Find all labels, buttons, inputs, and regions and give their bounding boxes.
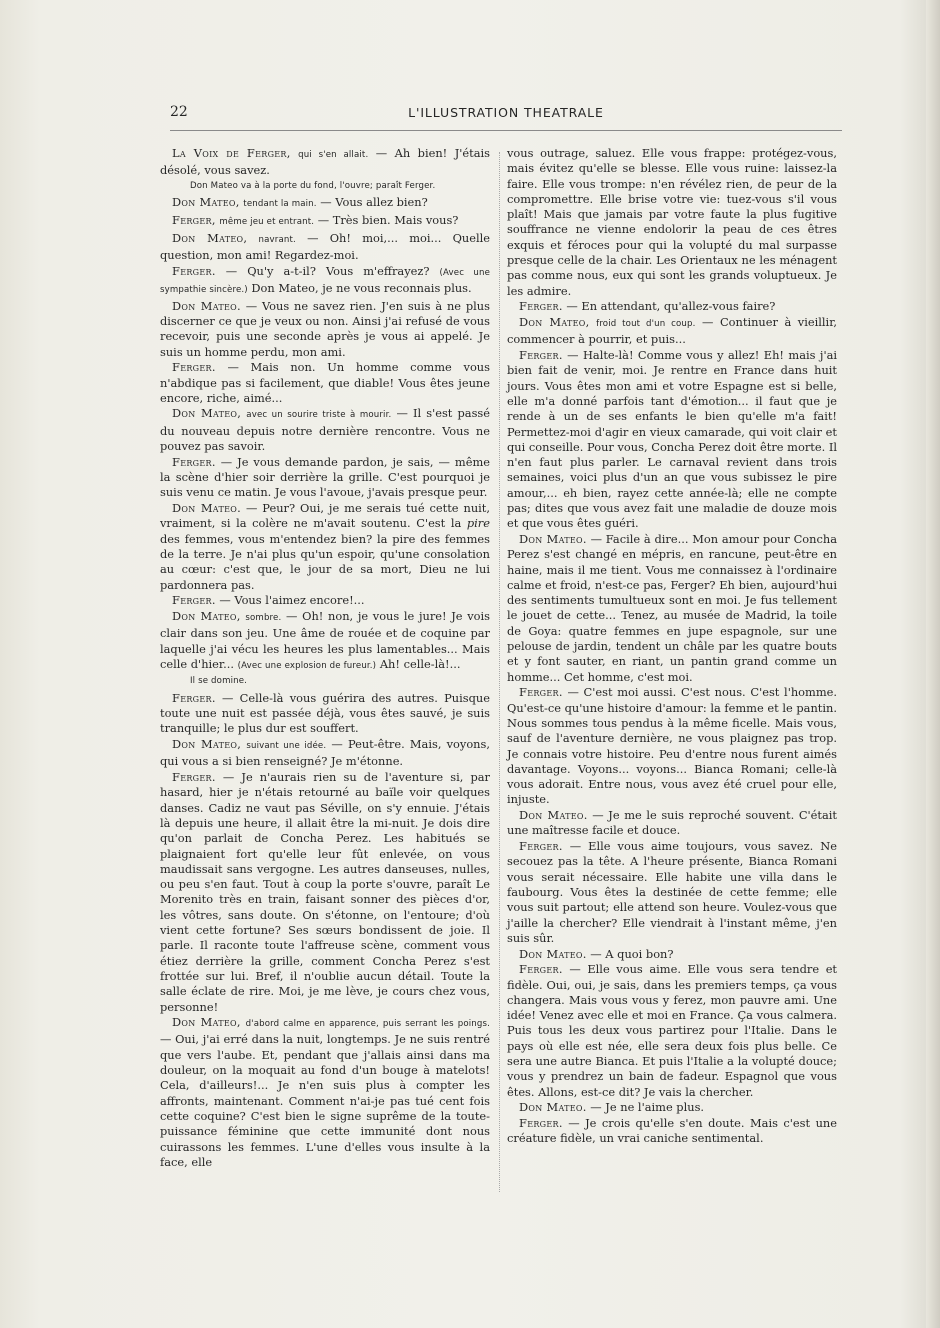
page-number: 22 bbox=[170, 104, 188, 120]
dialogue-text: — Peut-être. Mais, voyons, qui vous a si bien renseigné? Je m'étonne. bbox=[160, 737, 490, 769]
stage-direction-inline: qui s'en allait. bbox=[298, 150, 369, 160]
left-column bbox=[160, 146, 490, 1171]
speaker-name: Don Mateo, bbox=[172, 737, 242, 752]
stage-direction-inline: même jeu et entrant. bbox=[219, 216, 315, 227]
speaker-name: Don Mateo. bbox=[519, 1100, 587, 1115]
stage-direction-inline: suivant une idée. bbox=[246, 741, 327, 752]
dialogue-text: Ah! celle-là!... bbox=[379, 656, 461, 671]
speaker-name: Ferger, bbox=[172, 212, 216, 227]
dialogue-paragraph bbox=[160, 231, 490, 264]
speaker-name: Ferger. bbox=[519, 962, 563, 977]
dialogue-text: — Halte-là! Comme vous y allez! Eh! mais j'ai bien fait de venir, moi. Je rentre en France dans huit jours. Vous êtes mon ami et votre Espagne est si belle, elle m'a donné parfois tant d'émotion... il faut que je rende à un de ses enfants le bien qu'elle m'a fait! Permettez-moi d'agir en vieux camarade, qui voit clair et qui conseille. Pour vous, Concha Perez doit être morte. Il n'en faut plus parler. Le carnaval revient dans trois semaines, voici plus d'un an que vous subissez le pire amour,... eh bien, rayez cette année-là; elle ne compte pas; dites que vous avez fait une maladie de douze mois et que vous êtes guéri. bbox=[507, 348, 838, 531]
dialogue-paragraph bbox=[160, 406, 490, 454]
dialogue-text: des femmes, vous m'entendez bien? la pire des femmes de la terre. Je n'ai plus qu'un espoir, qu'une consolation au cœur: c'est que, le jour de sa mort, Dieu ne lui pardonnera pas. bbox=[160, 531, 490, 592]
stage-direction-inline: sombre. bbox=[245, 612, 282, 623]
stage-direction-inline: froid tout d'un coup. bbox=[596, 319, 696, 330]
dialogue-paragraph bbox=[160, 737, 490, 770]
emphasized-word: pire bbox=[466, 516, 490, 531]
right-column bbox=[507, 146, 837, 1147]
dialogue-text: — Vous allez bien? bbox=[320, 195, 428, 210]
dialogue-text: — Il s'est passé du nouveau depuis notre dernière rencontre. Vous ne pouvez pas savoir. bbox=[160, 406, 491, 454]
speaker-name: Don Mateo. bbox=[519, 531, 587, 546]
speaker-name: Don Mateo, bbox=[172, 608, 241, 623]
stage-direction-inline: d'abord calme en apparence, puis serrant les poings. bbox=[245, 1019, 491, 1030]
dialogue-paragraph bbox=[160, 213, 490, 230]
speaker-name: La Voix de Ferger, bbox=[172, 146, 291, 160]
stage-direction-inline: (Avec une explosion de fureur.) bbox=[237, 660, 377, 671]
speaker-name: Ferger. bbox=[519, 685, 563, 700]
dialogue-text: — Je n'aurais rien su de l'aventure si, par hasard, hier je n'étais retourné au baïle voir quelques danses. Cadiz ne vaut pas Séville, on s'y ennuie. J'étais là depuis une heure, il allait être la mi-nuit. Je dois dire qu'on parlait de Concha Perez. Les habitués se plaignaient fort qu'elle leur fût enlevée, on vous maudissait sans vergogne. Les autres danseuses, nulles, ou peu s'en faut. Tout à coup la porte s'ouvre, paraît Le Morenito très en train, faisant sonner des pièces d'or, les vôtres, sans doute. On s'étonne, on l'entoure; d'où vient cette fortune? Ses sœurs bondissent de joie. Il parle. Il raconte toute l'affreuse scène, comment vous étiez derrière la grille, comment Concha Perez s'est frottée sur lui. Bref, il n'oublie aucun détail. Toute la salle éclate de rire. Moi, je me lève, je cours chez vous, personne! bbox=[160, 770, 490, 1014]
dialogue-paragraph bbox=[507, 685, 837, 807]
dialogue-text: — Qu'y a-t-il? Vous m'effrayez? bbox=[225, 263, 430, 278]
speaker-name: Ferger. bbox=[519, 839, 563, 854]
dialogue-paragraph bbox=[507, 315, 837, 348]
speaker-name: Don Mateo, bbox=[172, 406, 242, 421]
speaker-name: Ferger. bbox=[172, 770, 216, 785]
header-rule bbox=[170, 130, 842, 131]
dialogue-paragraph bbox=[507, 348, 837, 532]
dialogue-paragraph bbox=[160, 299, 490, 360]
speaker-name: Ferger. bbox=[519, 348, 563, 363]
speaker-name: Don Mateo, bbox=[172, 1015, 241, 1030]
column-divider bbox=[499, 152, 500, 1192]
dialogue-paragraph bbox=[507, 962, 837, 1100]
dialogue-text: — Peur? Oui, je me serais tué cette nuit, vraiment, si la colère ne m'avait soutenu. C'est la bbox=[160, 501, 491, 531]
speaker-name: Ferger. bbox=[172, 360, 216, 375]
dialogue-paragraph bbox=[507, 1116, 837, 1147]
dialogue-paragraph bbox=[507, 532, 837, 685]
dialogue-paragraph bbox=[160, 609, 490, 674]
dialogue-text: — Elle vous aime. Elle vous sera tendre et fidèle. Oui, oui, je sais, dans les premiers temps, ça vous changera. Mais vous vous y ferez, mon pauvre ami. Une idée! Venez avec elle et moi en France. Ça vous calmera. Puis tous les deux vous partirez pour l'Italie. Dans le pays où elle est née, elle sera deux fois plus belle. Ce sera une autre Bianca. Et puis l'Italie a la volupté douce; vous y prendrez un bain de fadeur. Espagnol que vous êtes. Allons, est-ce dit? Je vais la chercher. bbox=[507, 962, 838, 1099]
running-title: L'ILLUSTRATION THEATRALE bbox=[408, 105, 604, 120]
dialogue-text: — Oh! moi,... moi... Quelle question, mon ami! Regardez-moi. bbox=[160, 230, 491, 262]
stage-direction: Don Mateo va à la porte du fond, l'ouvre; paraît Ferger. bbox=[190, 180, 436, 191]
dialogue-paragraph bbox=[160, 691, 490, 737]
dialogue-paragraph bbox=[507, 299, 837, 314]
stage-direction-inline: avec un sourire triste à mourir. bbox=[246, 410, 392, 421]
dialogue-paragraph bbox=[160, 264, 490, 299]
dialogue-text: — Ah bien! J'étais désolé, vous savez. bbox=[160, 146, 491, 178]
dialogue-paragraph bbox=[160, 195, 490, 212]
stage-direction-inline: (Avec une sympathie sincère.) bbox=[160, 267, 491, 295]
speaker-name: Don Mateo. bbox=[172, 501, 242, 516]
dialogue-text: Don Mateo, je ne vous reconnais plus. bbox=[251, 280, 472, 295]
speaker-name: Don Mateo, bbox=[519, 315, 590, 330]
dialogue-text: — Elle vous aime toujours, vous savez. Ne secouez pas la tête. A l'heure présente, Bianca Romani vous serait nécessaire. Elle habite une villa dans le faubourg. Vous êtes la destinée de cette femme; elle vous suit partout; elle attend son heure. Voulez-vous que j'aille la chercher? Elle viendrait à l'instant même, j'en suis sûr. bbox=[507, 839, 837, 945]
dialogue-paragraph bbox=[507, 808, 837, 839]
dialogue-text: — Vous l'aimez encore!... bbox=[219, 593, 365, 608]
dialogue-text: — Très bien. Mais vous? bbox=[317, 212, 459, 227]
dialogue-text: — Je ne l'aime plus. bbox=[590, 1100, 705, 1115]
dialogue-paragraph bbox=[160, 360, 490, 406]
dialogue-paragraph bbox=[507, 839, 837, 946]
dialogue-text: — Mais non. Un homme comme vous n'abdique pas si facilement, que diable! Vous êtes jeune encore, riche, aimé... bbox=[160, 360, 490, 405]
dialogue-text: — Je me le suis reproché souvent. C'était une maîtresse facile et douce. bbox=[507, 808, 837, 838]
speaker-name: Don Mateo. bbox=[172, 298, 241, 313]
dialogue-text: — En attendant, qu'allez-vous faire? bbox=[566, 299, 776, 314]
dialogue-paragraph bbox=[160, 1015, 490, 1170]
dialogue-text: — Oh! non, je vous le jure! Je vois clair dans son jeu. Une âme de rouée et de coquine par laquelle j'ai vécu les heures les plus lamentables... Mais celle d'hier... bbox=[160, 608, 490, 671]
dialogue-paragraph: vous outrage, saluez. Elle vous frappe: protégez-vous, mais évitez qu'elle se blesse. Elle vous ruine: laissez-la faire. Elle vous trompe: n'en révélez rien, de peur de la compromettre. Elle brise votre vie: tuez-vous s'il vous plaît! Mais que jamais par votre faute la plus fugitive souffrance ne vienne endolorir la peau de ces êtres exquis et féroces pour qui la volupté du mal surpasse presque celle de la chair. Les Orientaux ne les ménagent pas comme nous, eux qui sont les grands voluptueux. Je les admire. bbox=[507, 146, 837, 298]
dialogue-text: — Vous ne savez rien. J'en suis à ne plus discerner ce que je veux ou non. Ainsi j'ai refusé de vous recevoir, puis une seconde après je vous ai appelé. Je suis un homme perdu, mon ami. bbox=[160, 298, 490, 359]
dialogue-paragraph bbox=[160, 770, 490, 1015]
dialogue-text: — Oui, j'ai erré dans la nuit, longtemps. Je ne suis rentré que vers l'aube. Et, pendant que j'allais ainsi dans ma douleur, on la moquait au fond d'un bouge à matelots! Cela, d'ailleurs!... Je n'en suis plus à compter les affronts, maintenant. Comment n'ai-je pas tué cent fois cette coquine? C'est bien le signe suprême de la toute-puissance féminine que cette immunité dont nous cuirassons les femmes. L'une d'elles vous insulte à la face, elle bbox=[160, 1032, 490, 1169]
speaker-name: Ferger. bbox=[172, 593, 216, 608]
dialogue-paragraph bbox=[160, 501, 490, 593]
dialogue-text: — Facile à dire... Mon amour pour Concha Perez s'est changé en mépris, en rancune, peut-être en haine, mais il me tient. Vous me connaissez à l'ordinaire calme et froid, n'est-ce pas, Ferger? Eh bien, aujourd'hui des sentiments tumultueux sont en moi. Je fus tellement le jouet de cette... Tenez, au musée de Madrid, la toile de Goya: quatre femmes en jupe espagnole, sur une pelouse de jardin, tendent un châle par les quatre bouts et y font sauter, en riant, un pantin grand comme un homme... Cet homme, c'est moi. bbox=[507, 531, 837, 684]
dialogue-text: — Celle-là vous guérira des autres. Puisque toute une nuit est passée déjà, vous êtes sauvé, je suis tranquille; le plus dur est souffert. bbox=[160, 690, 490, 736]
speaker-name: Don Mateo, bbox=[172, 230, 248, 245]
speaker-name: Ferger. bbox=[172, 263, 216, 278]
speaker-name: Don Mateo. bbox=[519, 808, 588, 823]
stage-direction-inline: tendant la main. bbox=[243, 199, 317, 210]
page-edge-shadow bbox=[926, 0, 940, 1328]
dialogue-text: — C'est moi aussi. C'est nous. C'est l'homme. Qu'est-ce qu'une histoire d'amour: la femme et le pantin. Nous sommes tous pendus à la même ficelle. Mais vous, sauf de l'aventure dernière, ne vous plaignez pas trop. Je connais votre histoire. Peu d'entre nous furent aimés davantage. Voyons... voyons... Bianca Romani; celle-là vous adorait. Entre nous, vous avez été cruel pour elle, injuste. bbox=[507, 685, 837, 807]
dialogue-text: — Continuer à vieillir, commencer à pourrir, et puis... bbox=[507, 315, 838, 347]
dialogue-paragraph bbox=[507, 1100, 837, 1115]
dialogue-paragraph bbox=[160, 593, 490, 608]
dialogue-text: — A quoi bon? bbox=[590, 946, 674, 961]
dialogue-paragraph bbox=[160, 455, 490, 501]
speaker-name: Ferger. bbox=[172, 454, 216, 469]
dialogue-text: — Je vous demande pardon, je sais, — même la scène d'hier soir derrière la grille. C'est pourquoi je suis venu ce matin. Je vous l'avoue, j'avais presque peur. bbox=[160, 454, 490, 500]
dialogue-paragraph bbox=[507, 947, 837, 962]
speaker-name: Ferger. bbox=[172, 690, 216, 705]
speaker-name: Don Mateo. bbox=[519, 946, 587, 961]
stage-direction: Il se domine. bbox=[190, 676, 248, 687]
speaker-name: Ferger. bbox=[519, 299, 563, 314]
speaker-name: Ferger. bbox=[519, 1116, 563, 1130]
stage-direction-inline: navrant. bbox=[258, 234, 296, 245]
dialogue-text: — Je crois qu'elle s'en doute. Mais c'est une créature fidèle, un vrai caniche sentimental. bbox=[507, 1116, 837, 1146]
page-header bbox=[170, 104, 842, 128]
dialogue-paragraph bbox=[160, 146, 490, 179]
speaker-name: Don Mateo, bbox=[172, 195, 240, 210]
